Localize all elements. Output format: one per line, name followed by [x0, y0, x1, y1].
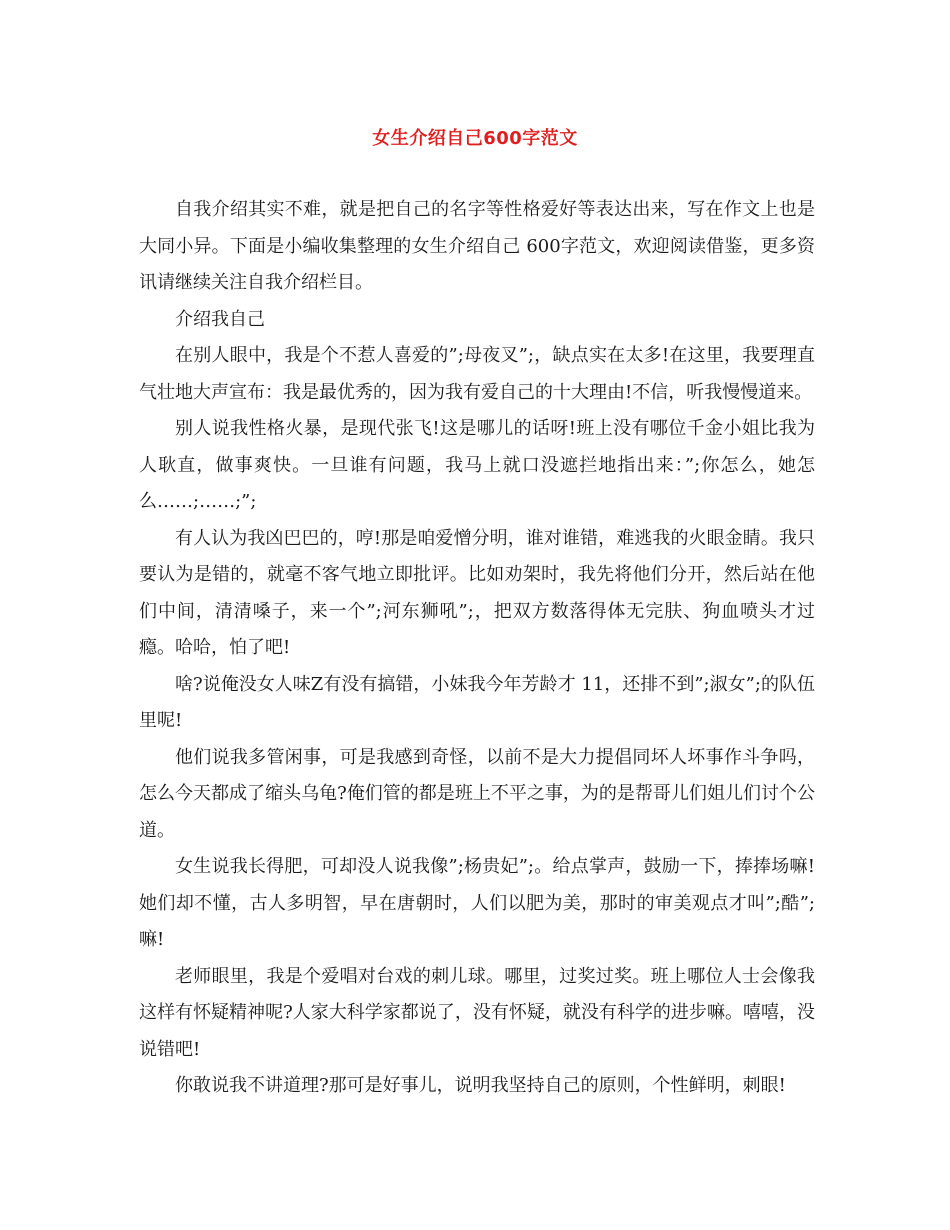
page-title: 女生介绍自己600字范文	[372, 128, 578, 149]
paragraph: 女生说我长得肥，可却没人说我像”;杨贵妃”;。给点掌声，鼓励一下，捧捧场嘛!她们却不懂，古人多明智，早在唐朝时，人们以肥为美，那时的审美观点才叫”;酷”;嘛!	[139, 856, 815, 950]
paragraph: 别人说我性格火暴，是现代张飞!这是哪儿的话呀!班上没有哪位千金小姐比我为人耿直，做事爽快。一旦谁有问题，我马上就口没遮拦地指出来：”;你怎么，她怎么……;……;”;	[139, 418, 815, 512]
paragraph: 他们说我多管闲事，可是我感到奇怪，以前不是大力提倡同坏人坏事作斗争吗，怎么今天都成了缩头乌龟?俺们管的都是班上不平之事，为的是帮哥儿们姐儿们讨个公道。	[139, 746, 815, 841]
paragraph: 你敢说我不讲道理?那可是好事儿，说明我坚持自己的原则，个性鲜明，刺眼!	[175, 1075, 786, 1096]
paragraph: 啥?说俺没女人味Z有没有搞错，小妹我今年芳龄才 11，还排不到”;淑女”;的队伍里呢!	[139, 673, 815, 731]
paragraph-intro: 自我介绍其实不难，就是把自己的名字等性格爱好等表达出来，写在作文上也是大同小异。下面是小编收集整理的女生介绍自己 600字范文，欢迎阅读借鉴，更多资讯请继续关注自我介绍栏目。	[139, 199, 815, 293]
paragraph: 在别人眼中，我是个不惹人喜爱的”;母夜叉”;，缺点实在太多!在这里，我要理直气壮地大声宣布：我是最优秀的，因为我有爱自己的十大理由!不信，听我慢慢道来。	[139, 345, 815, 403]
paragraph: 有人认为我凶巴巴的，哼!那是咱爱憎分明，谁对谁错，难逃我的火眼金睛。我只要认为是错的，就毫不客气地立即批评。比如劝架时，我先将他们分开，然后站在他们中间，清清嗓子，来一个”;河东狮吼”;，把双方数落得体无完肤、狗血喷头才过瘾。哈哈，怕了吧!	[139, 527, 815, 658]
paragraph: 老师眼里，我是个爱唱对台戏的刺儿球。哪里，过奖过奖。班上哪位人士会像我这样有怀疑精神呢?人家大科学家都说了，没有怀疑，就没有科学的进步嘛。嘻嘻，没说错吧!	[139, 965, 815, 1060]
article-body	[139, 192, 815, 1105]
section-heading: 介绍我自己	[175, 308, 265, 330]
